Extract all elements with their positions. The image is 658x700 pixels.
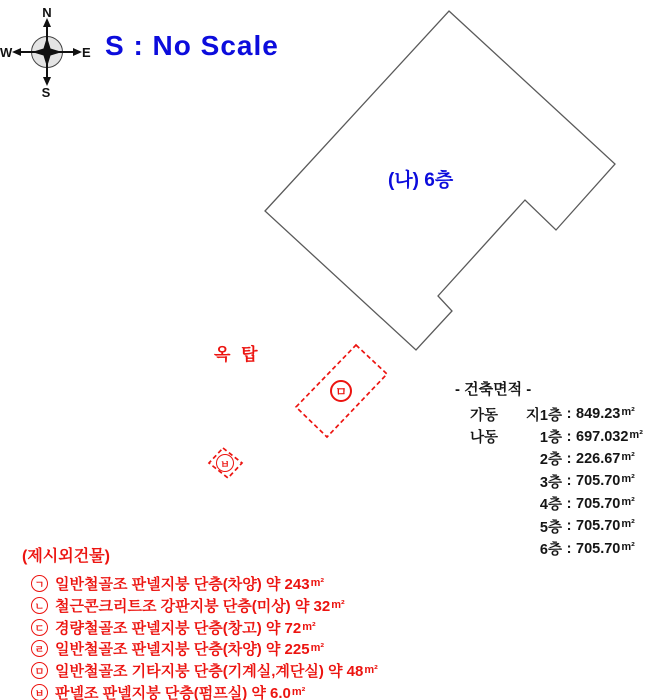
area-number: 705.70: [576, 540, 621, 557]
separator: :: [566, 518, 572, 535]
legend-item: [22, 573, 378, 595]
circled-letter-icon: ㄹ: [31, 640, 48, 657]
pump-room-marker: [216, 454, 234, 472]
area-row: [452, 470, 643, 492]
circled-letter-icon: ㄱ: [31, 575, 48, 592]
dong-label: 나동: [470, 430, 499, 447]
compass-south-label: S: [41, 85, 51, 100]
legend-item-desc: 경량철골조 판넬지붕 단층(창고) 약 72: [55, 619, 302, 637]
legend-item: [22, 638, 378, 660]
floor-label: 5층: [539, 519, 562, 536]
unit-label: m²: [621, 540, 635, 553]
unit-label: m²: [302, 620, 316, 633]
area-row: [452, 448, 643, 470]
area-row: [452, 425, 643, 447]
area-value: [576, 406, 643, 422]
legend-item-desc: 일반철골조 기타지붕 단층(기계실,계단실) 약 48: [55, 663, 364, 681]
circled-letter-icon: ㄴ: [31, 597, 48, 614]
floor-label: 3층: [539, 474, 562, 491]
pump-room-marker-letter: ㅂ: [220, 459, 230, 471]
compass-east-label: E: [82, 45, 91, 60]
floor-label: 2층: [539, 452, 562, 469]
area-number: 849.23: [576, 406, 621, 423]
building-label: (나) 6층: [388, 170, 454, 191]
unit-label: m²: [621, 495, 635, 508]
scale-note: S : No Scale: [105, 30, 279, 61]
legend-item-desc: 판넬조 판넬지붕 단층(펌프실) 약 6.0: [55, 684, 291, 700]
separator: :: [566, 473, 572, 490]
legend-item: [22, 616, 378, 638]
separator: :: [566, 406, 572, 423]
area-value: [576, 518, 643, 534]
separator: :: [566, 450, 572, 467]
unit-label: m²: [310, 577, 325, 590]
area-value: [576, 496, 643, 512]
extra-buildings-legend: [22, 543, 378, 700]
unit-label: m²: [310, 642, 325, 655]
legend-item: [22, 660, 378, 682]
rooftop-label: 옥 탑: [214, 345, 261, 364]
machine-room-marker-letter: ㅁ: [335, 384, 347, 399]
area-number: 705.70: [576, 473, 621, 490]
area-row: [452, 403, 643, 425]
floor-label: 6층: [539, 542, 562, 559]
area-block-title: - 건축면적 -: [455, 381, 532, 398]
area-value: [576, 541, 643, 557]
circled-letter-icon: ㅁ: [31, 662, 48, 679]
legend-item-desc: 일반철골조 판넬지붕 단층(차양) 약 243: [55, 576, 310, 594]
area-row: [452, 515, 643, 537]
legend-item-text: [55, 638, 324, 659]
dong-label: 가동: [470, 407, 499, 424]
unit-label: m²: [621, 473, 635, 486]
circled-letter-icon: ㅂ: [31, 684, 48, 700]
separator: :: [566, 495, 572, 512]
legend-item-text: [55, 595, 345, 616]
separator: :: [566, 540, 572, 557]
legend-item: [22, 681, 378, 700]
legend-item: [22, 595, 378, 617]
floor-label: 지1층: [525, 407, 562, 424]
legend-item-text: [55, 682, 305, 700]
area-number: 705.70: [576, 495, 621, 512]
area-value: [576, 451, 643, 467]
area-number: 697.032: [576, 428, 629, 445]
separator: :: [566, 428, 572, 445]
unit-label: m²: [621, 406, 635, 419]
unit-label: m²: [291, 685, 306, 698]
legend-item-text: [55, 573, 324, 594]
legend-header: (제시외건물): [22, 548, 110, 565]
compass-west-label: W: [0, 45, 13, 60]
area-number: 226.67: [576, 450, 621, 467]
floor-label: 4층: [539, 497, 562, 514]
unit-label: m²: [621, 518, 635, 531]
unit-label: m²: [331, 599, 345, 612]
area-number: 705.70: [576, 518, 621, 535]
area-value: [576, 473, 643, 489]
unit-label: m²: [621, 450, 635, 463]
circled-letter-icon: ㄷ: [31, 619, 48, 636]
area-value: [576, 429, 643, 445]
legend-item-desc: 철근콘크리트조 강판지붕 단층(미상) 약 32: [55, 598, 331, 616]
compass-north-label: N: [42, 5, 52, 20]
legend-item-desc: 일반철골조 판넬지붕 단층(차양) 약 225: [55, 641, 310, 659]
floor-label: 1층: [539, 430, 562, 447]
building-area-block: [452, 378, 643, 560]
area-row: [452, 493, 643, 515]
machine-room-marker: [330, 380, 352, 402]
area-row: [452, 537, 643, 559]
unit-label: m²: [364, 664, 378, 677]
unit-label: m²: [629, 428, 643, 441]
legend-item-text: [55, 660, 378, 681]
legend-item-text: [55, 617, 316, 638]
